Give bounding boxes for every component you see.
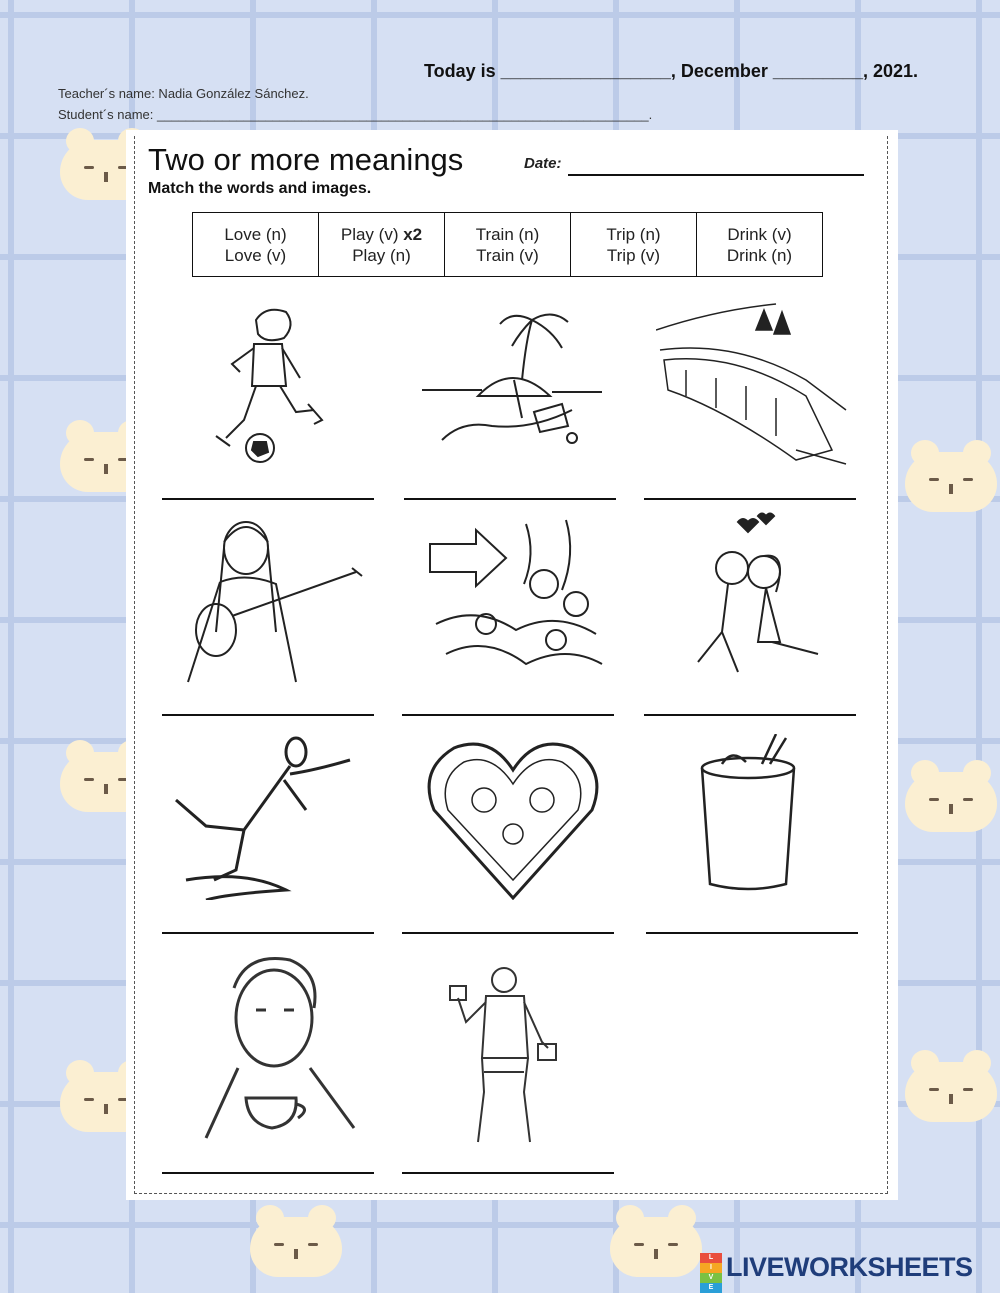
stick-figure-running-image bbox=[166, 730, 356, 900]
answer-line[interactable] bbox=[162, 1172, 374, 1174]
train-image bbox=[656, 300, 852, 470]
word-table bbox=[192, 212, 823, 277]
logo-badge: L I V E bbox=[700, 1253, 722, 1283]
logo-text: LIVEWORKSHEETS bbox=[726, 1252, 973, 1282]
answer-line[interactable] bbox=[402, 932, 614, 934]
bear-decoration bbox=[905, 440, 997, 510]
word-cell: Play (v) x2 Play (n) bbox=[319, 213, 445, 277]
date-label: Date: bbox=[524, 155, 562, 172]
worksheet-title: Two or more meanings bbox=[148, 142, 464, 177]
bear-decoration bbox=[905, 760, 997, 830]
student-name: Student´s name: ____________________________________________________________________. bbox=[58, 107, 653, 122]
teacher-name: Teacher´s name: Nadia González Sánchez. bbox=[58, 86, 309, 101]
word-cell: Train (n) Train (v) bbox=[445, 213, 571, 277]
liveworksheets-logo bbox=[700, 1252, 973, 1291]
date-line bbox=[568, 174, 864, 176]
man-lifting-dumbbells-image bbox=[438, 962, 568, 1152]
word-cell: Drink (v) Drink (n) bbox=[697, 213, 823, 277]
man-drinking-coffee-image bbox=[186, 948, 356, 1144]
bear-decoration bbox=[250, 1205, 342, 1275]
word-cell: Trip (n) Trip (v) bbox=[571, 213, 697, 277]
answer-line[interactable] bbox=[162, 714, 374, 716]
instruction: Match the words and images. bbox=[148, 180, 372, 197]
today-date-line: Today is _________________, December _________, 2021. bbox=[424, 61, 919, 81]
answer-line[interactable] bbox=[646, 932, 858, 934]
bear-decoration bbox=[905, 1050, 997, 1120]
arrow-and-plants-image bbox=[426, 514, 606, 684]
glass-of-drink-image bbox=[692, 734, 804, 894]
answer-line[interactable] bbox=[644, 714, 856, 716]
answer-line[interactable] bbox=[162, 932, 374, 934]
answer-line[interactable] bbox=[404, 498, 616, 500]
boy-kicking-ball-image bbox=[196, 300, 336, 470]
bear-decoration bbox=[610, 1205, 702, 1275]
word-cell: Love (n) Love (v) bbox=[193, 213, 319, 277]
answer-line[interactable] bbox=[402, 1172, 614, 1174]
answer-line[interactable] bbox=[162, 498, 374, 500]
answer-line[interactable] bbox=[402, 714, 614, 716]
decorated-heart-image bbox=[424, 730, 602, 900]
woman-playing-lute-image bbox=[176, 512, 366, 688]
beach-island-image bbox=[422, 300, 602, 470]
answer-line[interactable] bbox=[644, 498, 856, 500]
couple-in-love-image bbox=[668, 512, 848, 688]
worksheet-panel bbox=[126, 130, 898, 1200]
